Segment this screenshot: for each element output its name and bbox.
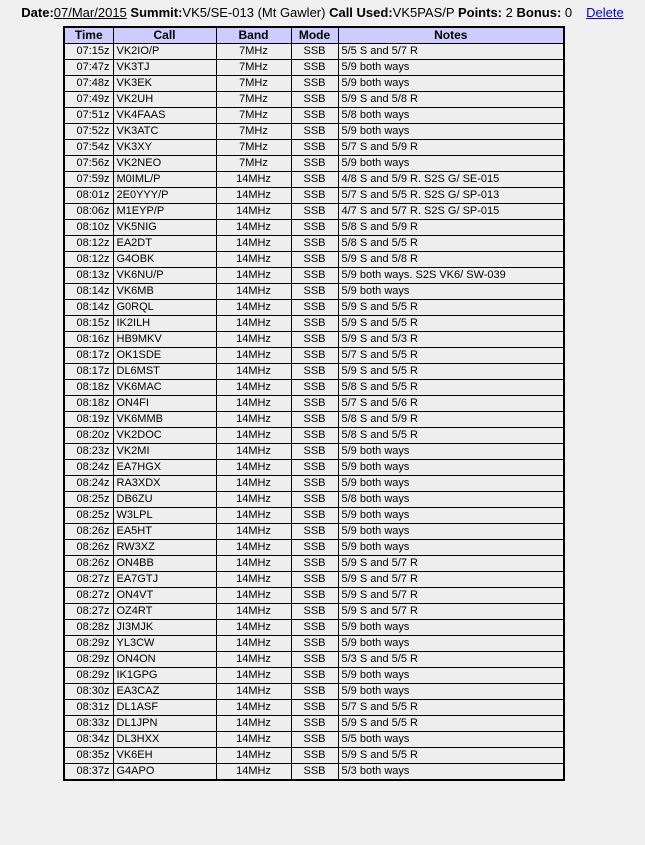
table-row [64, 508, 564, 524]
cell-time: 08:18z [64, 396, 113, 412]
cell-notes: 5/9 S and 5/8 R [338, 252, 564, 268]
cell-mode: SSB [291, 428, 338, 444]
cell-mode: SSB [291, 476, 338, 492]
cell-mode: SSB [291, 172, 338, 188]
cell-call: W3LPL [113, 508, 216, 524]
cell-call: JI3MJK [113, 620, 216, 636]
table-row [64, 524, 564, 540]
table-row [64, 156, 564, 172]
table-row [64, 300, 564, 316]
table-row [64, 76, 564, 92]
table-row [64, 172, 564, 188]
cell-notes: 5/5 S and 5/7 R [338, 44, 564, 60]
cell-mode: SSB [291, 316, 338, 332]
cell-band: 7MHz [216, 156, 291, 172]
table-row [64, 764, 564, 781]
cell-call: VK2MI [113, 444, 216, 460]
cell-band: 14MHz [216, 252, 291, 268]
cell-band: 14MHz [216, 348, 291, 364]
cell-band: 7MHz [216, 76, 291, 92]
cell-mode: SSB [291, 268, 338, 284]
cell-time: 07:48z [64, 76, 113, 92]
cell-band: 14MHz [216, 508, 291, 524]
cell-mode: SSB [291, 396, 338, 412]
cell-band: 14MHz [216, 604, 291, 620]
cell-notes: 5/9 both ways [338, 508, 564, 524]
cell-band: 14MHz [216, 764, 291, 781]
cell-mode: SSB [291, 588, 338, 604]
summit-value: VK5/SE-013 (Mt Gawler) [182, 5, 326, 20]
cell-notes: 5/8 S and 5/5 R [338, 236, 564, 252]
table-row [64, 476, 564, 492]
table-row [64, 620, 564, 636]
cell-notes: 5/9 both ways [338, 668, 564, 684]
cell-call: IK1GPG [113, 668, 216, 684]
cell-mode: SSB [291, 572, 338, 588]
cell-band: 14MHz [216, 700, 291, 716]
cell-notes: 4/7 S and 5/7 R. S2S G/ SP-015 [338, 204, 564, 220]
cell-time: 08:17z [64, 348, 113, 364]
cell-band: 14MHz [216, 716, 291, 732]
cell-time: 08:37z [64, 764, 113, 781]
column-header-time: Time [64, 27, 113, 44]
cell-call: M0IML/P [113, 172, 216, 188]
cell-call: DL6MST [113, 364, 216, 380]
cell-call: VK6EH [113, 748, 216, 764]
cell-notes: 5/8 S and 5/9 R [338, 220, 564, 236]
table-row [64, 700, 564, 716]
date-label: Date: [21, 5, 54, 20]
cell-call: G4OBK [113, 252, 216, 268]
cell-notes: 5/7 S and 5/6 R [338, 396, 564, 412]
cell-notes: 5/8 S and 5/5 R [338, 380, 564, 396]
cell-notes: 5/8 S and 5/9 R [338, 412, 564, 428]
cell-band: 14MHz [216, 572, 291, 588]
cell-mode: SSB [291, 108, 338, 124]
cell-mode: SSB [291, 492, 338, 508]
table-row [64, 124, 564, 140]
cell-time: 08:26z [64, 524, 113, 540]
cell-call: VK2NEO [113, 156, 216, 172]
cell-mode: SSB [291, 236, 338, 252]
table-row [64, 604, 564, 620]
cell-time: 07:47z [64, 60, 113, 76]
cell-band: 7MHz [216, 124, 291, 140]
cell-band: 14MHz [216, 380, 291, 396]
cell-mode: SSB [291, 652, 338, 668]
cell-call: RA3XDX [113, 476, 216, 492]
cell-band: 14MHz [216, 620, 291, 636]
cell-mode: SSB [291, 156, 338, 172]
cell-call: ON4ON [113, 652, 216, 668]
activation-log-table [63, 26, 565, 781]
cell-call: VK2UH [113, 92, 216, 108]
cell-call: IK2ILH [113, 316, 216, 332]
cell-time: 08:14z [64, 300, 113, 316]
cell-time: 08:28z [64, 620, 113, 636]
cell-call: VK4FAAS [113, 108, 216, 124]
cell-call: VK5NIG [113, 220, 216, 236]
cell-notes: 5/9 S and 5/7 R [338, 572, 564, 588]
cell-band: 14MHz [216, 684, 291, 700]
cell-mode: SSB [291, 620, 338, 636]
table-row [64, 364, 564, 380]
cell-time: 08:20z [64, 428, 113, 444]
table-row [64, 396, 564, 412]
column-header-notes: Notes [338, 27, 564, 44]
cell-band: 14MHz [216, 668, 291, 684]
cell-time: 07:49z [64, 92, 113, 108]
cell-time: 08:15z [64, 316, 113, 332]
cell-notes: 5/9 both ways [338, 620, 564, 636]
cell-mode: SSB [291, 508, 338, 524]
cell-call: DL1ASF [113, 700, 216, 716]
cell-notes: 5/9 S and 5/5 R [338, 364, 564, 380]
table-row [64, 444, 564, 460]
cell-time: 08:33z [64, 716, 113, 732]
cell-notes: 5/9 S and 5/7 R [338, 556, 564, 572]
cell-band: 14MHz [216, 476, 291, 492]
cell-band: 14MHz [216, 332, 291, 348]
cell-notes: 5/9 both ways [338, 636, 564, 652]
cell-time: 08:24z [64, 460, 113, 476]
table-header-row [64, 27, 564, 44]
log-summary-bar [0, 0, 645, 21]
table-row [64, 572, 564, 588]
table-row [64, 412, 564, 428]
cell-band: 7MHz [216, 140, 291, 156]
cell-call: DL3HXX [113, 732, 216, 748]
cell-band: 14MHz [216, 492, 291, 508]
cell-band: 14MHz [216, 300, 291, 316]
cell-mode: SSB [291, 252, 338, 268]
table-row [64, 652, 564, 668]
cell-time: 08:16z [64, 332, 113, 348]
cell-notes: 5/9 S and 5/8 R [338, 92, 564, 108]
cell-notes: 5/5 both ways [338, 732, 564, 748]
table-row [64, 284, 564, 300]
cell-notes: 5/9 S and 5/5 R [338, 748, 564, 764]
cell-band: 14MHz [216, 316, 291, 332]
table-row [64, 316, 564, 332]
table-row [64, 460, 564, 476]
call-used-value: VK5PAS/P [392, 5, 455, 20]
table-row [64, 380, 564, 396]
cell-time: 08:13z [64, 268, 113, 284]
cell-call: VK6MMB [113, 412, 216, 428]
cell-mode: SSB [291, 300, 338, 316]
table-row [64, 428, 564, 444]
cell-call: VK2DOC [113, 428, 216, 444]
cell-notes: 4/8 S and 5/9 R. S2S G/ SE-015 [338, 172, 564, 188]
cell-band: 14MHz [216, 444, 291, 460]
cell-notes: 5/9 both ways [338, 156, 564, 172]
table-row [64, 748, 564, 764]
table-row [64, 268, 564, 284]
cell-notes: 5/9 both ways [338, 444, 564, 460]
cell-call: M1EYP/P [113, 204, 216, 220]
cell-mode: SSB [291, 364, 338, 380]
table-row [64, 44, 564, 60]
cell-call: DB6ZU [113, 492, 216, 508]
cell-time: 08:25z [64, 492, 113, 508]
cell-band: 14MHz [216, 364, 291, 380]
cell-mode: SSB [291, 348, 338, 364]
cell-time: 08:19z [64, 412, 113, 428]
cell-time: 07:56z [64, 156, 113, 172]
cell-notes: 5/7 S and 5/5 R [338, 700, 564, 716]
cell-mode: SSB [291, 124, 338, 140]
cell-notes: 5/9 S and 5/7 R [338, 588, 564, 604]
cell-notes: 5/9 both ways [338, 124, 564, 140]
table-row [64, 732, 564, 748]
cell-band: 7MHz [216, 108, 291, 124]
column-header-call: Call [113, 27, 216, 44]
cell-notes: 5/9 both ways [338, 524, 564, 540]
cell-mode: SSB [291, 604, 338, 620]
cell-time: 08:12z [64, 252, 113, 268]
cell-time: 08:18z [64, 380, 113, 396]
table-row [64, 668, 564, 684]
cell-mode: SSB [291, 700, 338, 716]
cell-mode: SSB [291, 748, 338, 764]
cell-time: 08:26z [64, 540, 113, 556]
cell-band: 14MHz [216, 428, 291, 444]
cell-notes: 5/9 S and 5/5 R [338, 300, 564, 316]
cell-call: VK3XY [113, 140, 216, 156]
cell-notes: 5/9 S and 5/3 R [338, 332, 564, 348]
cell-band: 14MHz [216, 172, 291, 188]
cell-mode: SSB [291, 220, 338, 236]
cell-mode: SSB [291, 204, 338, 220]
table-row [64, 556, 564, 572]
cell-call: EA7GTJ [113, 572, 216, 588]
table-row [64, 204, 564, 220]
cell-notes: 5/9 both ways [338, 284, 564, 300]
cell-band: 14MHz [216, 268, 291, 284]
cell-call: VK3TJ [113, 60, 216, 76]
cell-call: EA3CAZ [113, 684, 216, 700]
table-row [64, 636, 564, 652]
cell-time: 08:23z [64, 444, 113, 460]
table-row [64, 108, 564, 124]
cell-call: ON4BB [113, 556, 216, 572]
cell-time: 07:59z [64, 172, 113, 188]
cell-time: 08:01z [64, 188, 113, 204]
cell-band: 14MHz [216, 412, 291, 428]
cell-band: 14MHz [216, 540, 291, 556]
table-row [64, 220, 564, 236]
table-row [64, 540, 564, 556]
table-row [64, 348, 564, 364]
cell-mode: SSB [291, 92, 338, 108]
cell-notes: 5/8 S and 5/5 R [338, 428, 564, 444]
cell-time: 08:29z [64, 636, 113, 652]
bonus-label: Bonus: [516, 5, 562, 20]
cell-time: 08:10z [64, 220, 113, 236]
cell-notes: 5/9 S and 5/5 R [338, 316, 564, 332]
cell-call: VK3EK [113, 76, 216, 92]
cell-band: 14MHz [216, 236, 291, 252]
cell-notes: 5/7 S and 5/9 R [338, 140, 564, 156]
bonus-value: 0 [564, 5, 573, 20]
cell-band: 14MHz [216, 396, 291, 412]
cell-mode: SSB [291, 636, 338, 652]
cell-mode: SSB [291, 44, 338, 60]
cell-band: 14MHz [216, 652, 291, 668]
cell-notes: 5/9 S and 5/5 R [338, 716, 564, 732]
cell-time: 08:17z [64, 364, 113, 380]
cell-notes: 5/9 both ways [338, 476, 564, 492]
cell-notes: 5/8 both ways [338, 108, 564, 124]
cell-time: 08:06z [64, 204, 113, 220]
cell-call: VK3ATC [113, 124, 216, 140]
cell-time: 08:31z [64, 700, 113, 716]
cell-mode: SSB [291, 380, 338, 396]
cell-notes: 5/7 S and 5/5 R [338, 348, 564, 364]
cell-band: 14MHz [216, 636, 291, 652]
cell-band: 14MHz [216, 460, 291, 476]
cell-band: 7MHz [216, 44, 291, 60]
cell-mode: SSB [291, 284, 338, 300]
cell-notes: 5/9 both ways. S2S VK6/ SW-039 [338, 268, 564, 284]
cell-time: 08:30z [64, 684, 113, 700]
cell-call: DL1JPN [113, 716, 216, 732]
cell-time: 08:14z [64, 284, 113, 300]
cell-time: 08:24z [64, 476, 113, 492]
table-row [64, 684, 564, 700]
delete-link[interactable]: Delete [586, 5, 624, 20]
cell-notes: 5/7 S and 5/5 R. S2S G/ SP-013 [338, 188, 564, 204]
points-label: Points: [457, 5, 503, 20]
cell-mode: SSB [291, 60, 338, 76]
cell-time: 08:27z [64, 572, 113, 588]
table-row [64, 188, 564, 204]
cell-time: 08:26z [64, 556, 113, 572]
cell-notes: 5/3 both ways [338, 764, 564, 781]
cell-mode: SSB [291, 412, 338, 428]
cell-band: 14MHz [216, 524, 291, 540]
cell-mode: SSB [291, 732, 338, 748]
cell-call: VK6NU/P [113, 268, 216, 284]
cell-band: 14MHz [216, 188, 291, 204]
cell-mode: SSB [291, 668, 338, 684]
cell-time: 08:29z [64, 652, 113, 668]
call-used-label: Call Used: [329, 5, 393, 20]
cell-notes: 5/9 both ways [338, 540, 564, 556]
cell-band: 14MHz [216, 588, 291, 604]
cell-band: 14MHz [216, 284, 291, 300]
cell-call: OK1SDE [113, 348, 216, 364]
cell-time: 07:51z [64, 108, 113, 124]
cell-time: 08:12z [64, 236, 113, 252]
cell-band: 14MHz [216, 748, 291, 764]
cell-band: 7MHz [216, 92, 291, 108]
date-link[interactable]: 07/Mar/2015 [53, 5, 127, 20]
cell-time: 07:15z [64, 44, 113, 60]
cell-call: G0RQL [113, 300, 216, 316]
cell-call: VK6MB [113, 284, 216, 300]
cell-mode: SSB [291, 188, 338, 204]
cell-notes: 5/9 both ways [338, 76, 564, 92]
cell-notes: 5/8 both ways [338, 492, 564, 508]
summit-label: Summit: [130, 5, 183, 20]
cell-mode: SSB [291, 460, 338, 476]
cell-notes: 5/3 S and 5/5 R [338, 652, 564, 668]
table-row [64, 492, 564, 508]
cell-mode: SSB [291, 140, 338, 156]
cell-mode: SSB [291, 684, 338, 700]
table-row [64, 140, 564, 156]
table-row [64, 332, 564, 348]
cell-band: 7MHz [216, 60, 291, 76]
cell-time: 07:54z [64, 140, 113, 156]
cell-mode: SSB [291, 444, 338, 460]
cell-call: G4APO [113, 764, 216, 781]
cell-mode: SSB [291, 76, 338, 92]
cell-call: ON4VT [113, 588, 216, 604]
cell-mode: SSB [291, 764, 338, 781]
cell-notes: 5/9 both ways [338, 460, 564, 476]
cell-call: YL3CW [113, 636, 216, 652]
cell-band: 14MHz [216, 556, 291, 572]
table-row [64, 716, 564, 732]
table-row [64, 236, 564, 252]
cell-call: EA5HT [113, 524, 216, 540]
cell-mode: SSB [291, 332, 338, 348]
cell-time: 08:27z [64, 588, 113, 604]
cell-time: 08:35z [64, 748, 113, 764]
cell-call: VK2IO/P [113, 44, 216, 60]
table-row [64, 60, 564, 76]
cell-call: VK6MAC [113, 380, 216, 396]
cell-call: EA2DT [113, 236, 216, 252]
cell-notes: 5/9 S and 5/7 R [338, 604, 564, 620]
column-header-band: Band [216, 27, 291, 44]
cell-time: 07:52z [64, 124, 113, 140]
cell-call: RW3XZ [113, 540, 216, 556]
cell-call: ON4FI [113, 396, 216, 412]
cell-call: HB9MKV [113, 332, 216, 348]
cell-mode: SSB [291, 716, 338, 732]
table-row [64, 588, 564, 604]
table-row [64, 92, 564, 108]
cell-time: 08:27z [64, 604, 113, 620]
cell-time: 08:29z [64, 668, 113, 684]
cell-notes: 5/9 both ways [338, 60, 564, 76]
cell-time: 08:34z [64, 732, 113, 748]
points-value: 2 [505, 5, 513, 20]
cell-mode: SSB [291, 524, 338, 540]
cell-notes: 5/9 both ways [338, 684, 564, 700]
cell-mode: SSB [291, 540, 338, 556]
cell-time: 08:25z [64, 508, 113, 524]
cell-band: 14MHz [216, 204, 291, 220]
cell-call: EA7HGX [113, 460, 216, 476]
table-row [64, 252, 564, 268]
cell-call: 2E0YYY/P [113, 188, 216, 204]
cell-band: 14MHz [216, 732, 291, 748]
column-header-mode: Mode [291, 27, 338, 44]
cell-call: OZ4RT [113, 604, 216, 620]
cell-band: 14MHz [216, 220, 291, 236]
cell-mode: SSB [291, 556, 338, 572]
